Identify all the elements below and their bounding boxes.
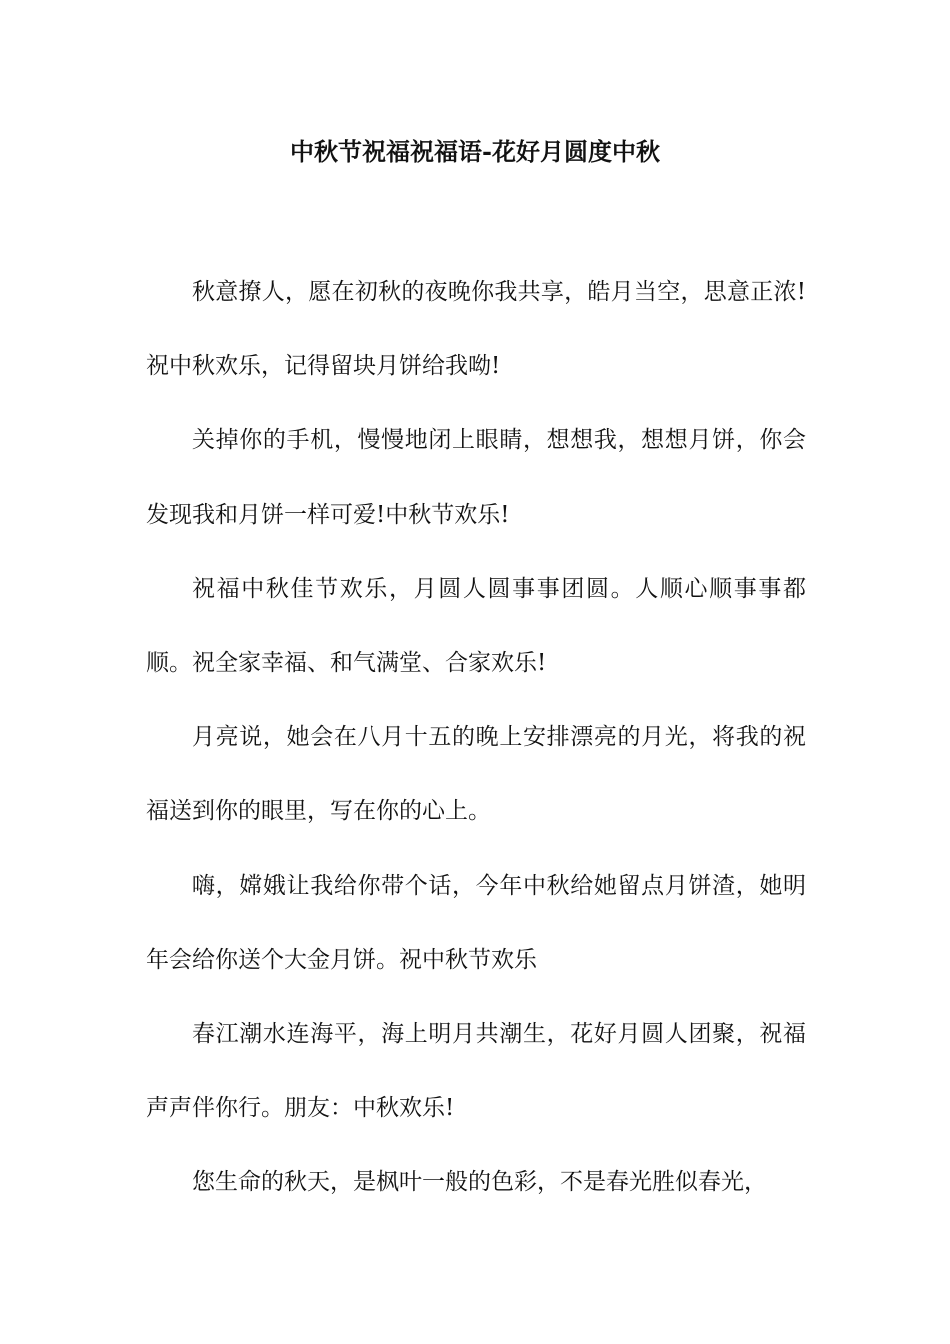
paragraph: 嗨，嫦娥让我给你带个话，今年中秋给她留点月饼渣，她明年会给你送个大金月饼。祝中秋节欢乐	[146, 872, 806, 973]
paragraph: 春江潮水连海平，海上明月共潮生，花好月圆人团聚，祝福声声伴你行。朋友：中秋欢乐!	[146, 1021, 806, 1122]
paragraph: 月亮说，她会在八月十五的晚上安排漂亮的月光，将我的祝福送到你的眼里，写在你的心上。	[146, 724, 806, 825]
document-body	[146, 255, 806, 1220]
paragraph: 秋意撩人，愿在初秋的夜晚你我共享，皓月当空，思意正浓!祝中秋欢乐，记得留块月饼给我呦!	[146, 279, 806, 380]
paragraph: 祝福中秋佳节欢乐，月圆人圆事事团圆。人顺心顺事事都顺。祝全家幸福、和气满堂、合家欢乐!	[146, 575, 806, 677]
paragraph: 您生命的秋天，是枫叶一般的色彩，不是春光胜似春光，	[192, 1169, 767, 1196]
paragraph: 关掉你的手机，慢慢地闭上眼睛，想想我，想想月饼，你会发现我和月饼一样可爱!中秋节欢乐!	[146, 427, 806, 528]
document-title: 中秋节祝福祝福语-花好月圆度中秋	[290, 137, 660, 166]
